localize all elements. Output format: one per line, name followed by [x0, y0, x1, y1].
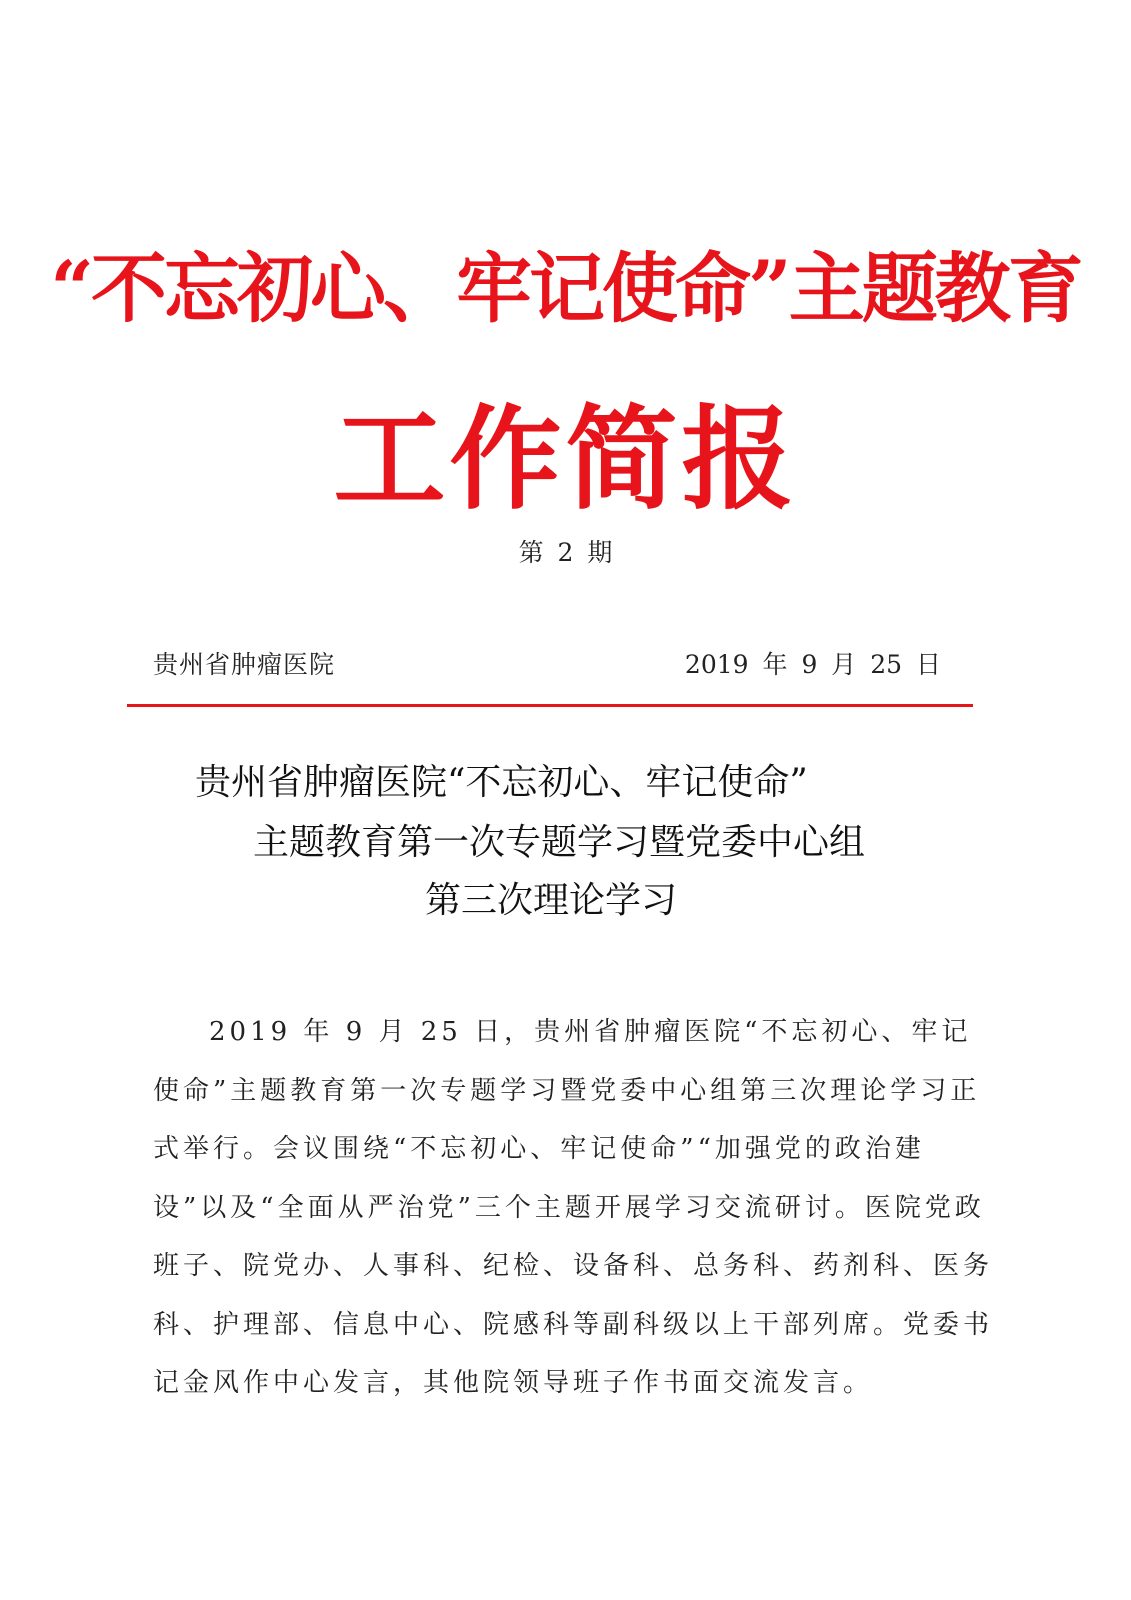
organization-name: 贵州省肿瘤医院 — [153, 650, 336, 679]
meta-row — [153, 645, 941, 685]
article-body: 2019 年 9 月 25 日，贵州省肿瘤医院“不忘初心、牢记使命”主题教育第一次专题学习暨党委中心组第三次理论学习正式举行。会议围绕“不忘初心、牢记使命”“加强党的政治建设”以及“全面从严治党”三个主题开展学习交流研讨。医院党政班子、院党办、人事科、纪检、设备科、总务科、药剂科、医务科、护理部、信息中心、院感科等副科级以上干部列席。党委书记金风作中心发言，其他院领导班子作书面交流发言。 — [153, 1017, 994, 1398]
issue-number: 第 2 期 — [518, 538, 613, 567]
article-title-line: 第三次理论学习 — [425, 880, 678, 921]
publish-date: 2019 年 9 月 25 日 — [684, 650, 941, 679]
article-title-line: 贵州省肿瘤医院“不忘初心、牢记使命” — [195, 762, 808, 803]
masthead-title: 工作简报 — [333, 394, 798, 525]
red-divider — [127, 704, 973, 707]
article-title-line: 主题教育第一次专题学习暨党委中心组 — [253, 822, 866, 863]
masthead-subtitle: “不忘初心、牢记使命”主题教育 — [50, 244, 1081, 333]
